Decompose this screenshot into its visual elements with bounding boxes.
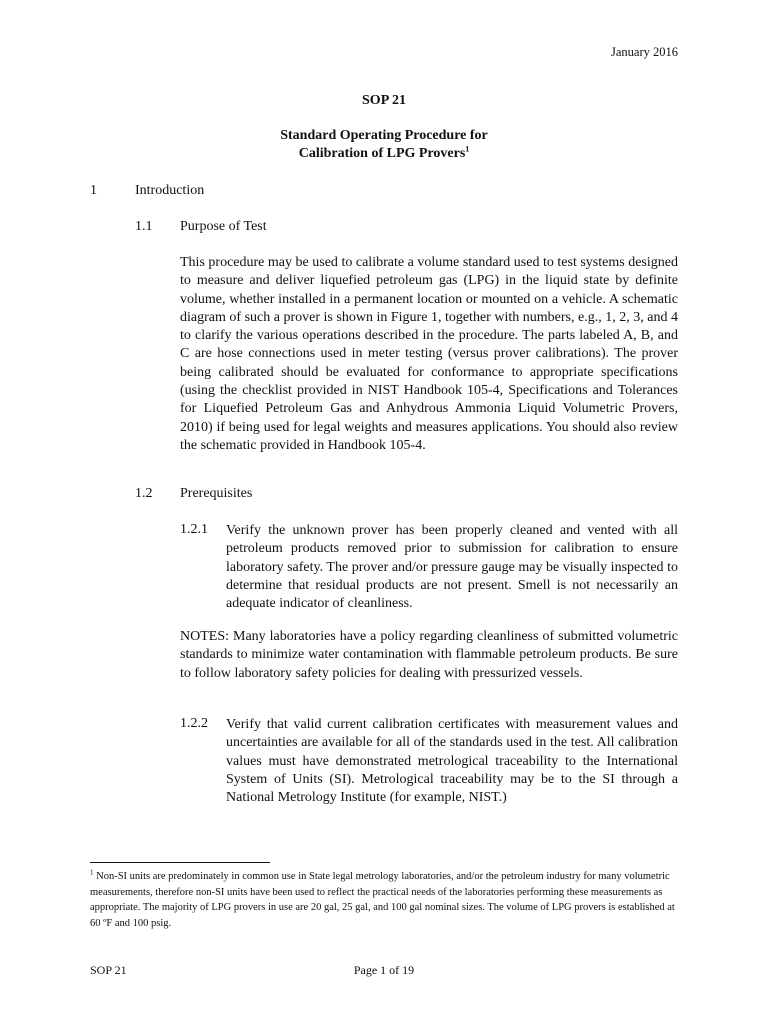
- document-title-line2: [0, 145, 768, 163]
- purpose-paragraph: This procedure may be used to calibrate a volume standard used to test systems designed to measure and deliver liquefied petroleum gas (LPG) in the liquid state by definite volume, whether installed in a permanent location or mounted on a vehicle. A schematic diagram of such a prover is shown in Figure 1, together with numbers, e.g., 1, 2, 3, and 4 to clarify the various operations described in the procedure. The parts labeled A, B, and C are hose connections used in meter testing (versus prover calibrations). The prover being calibrated should be evaluated for conformance to appropriate specifications (using the checklist provided in NIST Handbook 105-4, Specifications and Tolerances for Liquefied Petroleum Gas and Anhydrous Ammonia Liquid Volumetric Provers, 2010) if being used for legal weights and measures applications. You should also review the schematic provided in Handbook 105-4.: [180, 255, 678, 453]
- section-1-1-number: 1.1: [135, 219, 153, 234]
- section-1-heading: Introduction: [135, 183, 205, 198]
- section-1-2-heading: Prerequisites: [180, 486, 253, 501]
- footnote-text: Non-SI units are predominately in common use in State legal metrology laboratories, and/or the petroleum industry for many volumetric measurements, therefore non-SI units have been used to reflect the practical needs of the laboratories performing these measurements as appropriate. The majority of LPG provers in use are 20 gal, 25 gal, and 100 gal nominal sizes. The volume of LPG provers is established at 60 ºF and 100 psig.: [90, 871, 675, 929]
- prerequisite-item-text: Verify that valid current calibration certificates with measurement values and uncertainties are available for all of the standards used in the test. All calibration values must have demonstrated metrological traceability to the International System of Units (SI). Metrological traceability may be to the SI through a National Metrology Institute (for example, NIST.): [226, 717, 678, 806]
- footer-sop-label: SOP 21: [90, 963, 127, 977]
- header-date: January 2016: [611, 45, 678, 59]
- prerequisite-item-text: Verify the unknown prover has been properly cleaned and vented with all petroleum products removed prior to submission for calibration to ensure laboratory safety. The prover and/or pressure gauge may be visually inspected to determine that residual products are not present. Smell is not necessarily an adequate indicator of cleanliness.: [226, 523, 678, 612]
- document-title: [0, 127, 768, 163]
- prerequisite-item: [180, 522, 678, 613]
- prerequisite-item-number: 1.2.1: [180, 522, 208, 537]
- prerequisite-item: [180, 716, 678, 807]
- section-1-2-number: 1.2: [135, 486, 153, 501]
- footnote-marker: 1: [90, 868, 94, 877]
- sop-number-title: SOP 21: [362, 93, 406, 108]
- document-title-line2-text: Calibration of LPG Provers: [298, 146, 466, 161]
- prerequisite-item-number: 1.2.2: [180, 716, 208, 731]
- footnote: [90, 869, 680, 931]
- section-1-number: 1: [90, 183, 97, 198]
- section-1-1-heading: Purpose of Test: [180, 219, 267, 234]
- footnote-reference[interactable]: 1: [465, 144, 470, 154]
- document-title-line1: Standard Operating Procedure for: [280, 128, 488, 143]
- footnote-divider: [90, 862, 270, 863]
- notes-paragraph: NOTES: Many laboratories have a policy regarding cleanliness of submitted volumetric standards to minimize water contamination with flammable petroleum products. Be sure to follow laboratory safety policies for dealing with pressurized vessels.: [180, 629, 678, 681]
- footer-page-number: Page 1 of 19: [353, 963, 415, 977]
